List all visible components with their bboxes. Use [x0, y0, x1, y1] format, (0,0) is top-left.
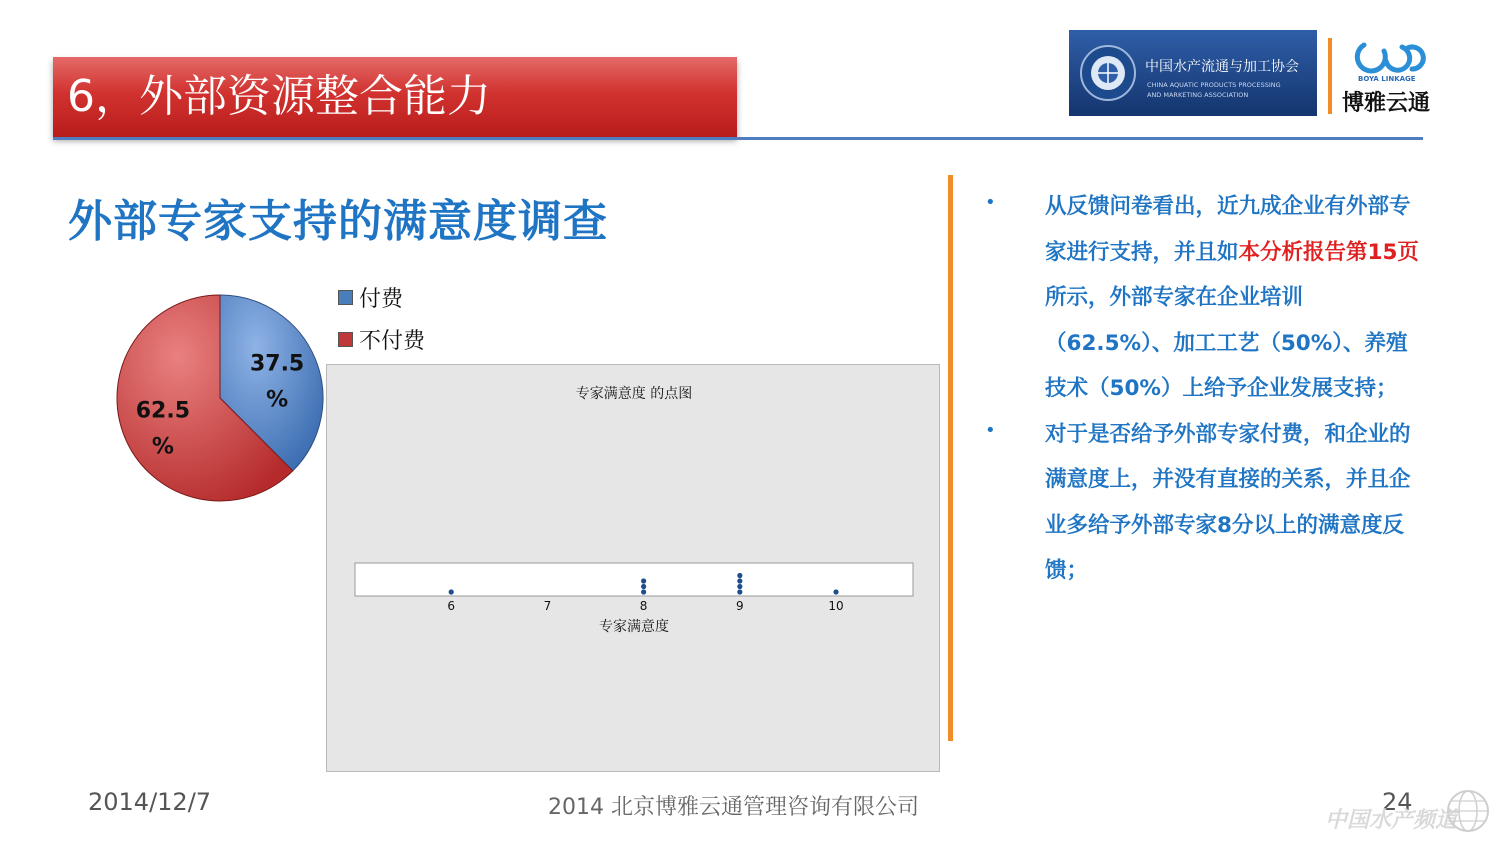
dotplot-point: [737, 589, 742, 594]
dotplot-tick-label: 7: [543, 599, 552, 613]
dotplot-chart: [327, 365, 941, 773]
bullet-marker: •: [985, 192, 996, 213]
header-rule: [53, 137, 1423, 140]
bullet-item: [985, 412, 1425, 594]
legend-item-paid: [338, 276, 425, 318]
association-seal-icon: [1079, 44, 1137, 102]
dotplot-x-axis: [447, 599, 843, 613]
dotplot-point: [641, 589, 646, 594]
boya-logo-cn: 博雅云通: [1342, 91, 1431, 116]
dotplot-point: [641, 578, 646, 583]
legend-label-unpaid: 不付费: [359, 328, 426, 354]
legend-swatch-unpaid: [338, 332, 353, 347]
pie-label-paid: 37.5: [249, 351, 305, 377]
dotplot-plot-area: [355, 563, 913, 596]
dotplot-title: 专家满意度 的点图: [575, 386, 693, 402]
footer-date: 2014/12/7: [88, 788, 212, 816]
pie-chart: [110, 288, 330, 508]
dotplot-tick-label: 8: [639, 599, 648, 613]
logo-divider: [1328, 38, 1332, 114]
bullet-text-part: 所示，外部专家在企业培训（62.5%）、加工工艺（50%）、养殖技术（50%）上给予企业发展支持；: [1045, 285, 1408, 401]
dotplot-x-label: 专家满意度: [599, 619, 669, 635]
legend-label-paid: 付费: [359, 286, 404, 312]
bullet-text-part: 对于是否给予外部专家付费，和企业的满意度上，并没有直接的关系，并且企业多给予外部专家8分以上的满意度反馈；: [1045, 421, 1411, 583]
dotplot-panel: [326, 364, 940, 772]
legend-item-unpaid: [338, 318, 425, 360]
association-logo: [1069, 30, 1317, 116]
boya-logo-en: BOYA LINKAGE: [1358, 75, 1416, 83]
bullet-list: [985, 184, 1425, 594]
dotplot-point: [737, 573, 742, 578]
pie-label-unpaid: 62.5: [135, 398, 191, 424]
bullet-text-part: 从反馈问卷看出，近九成企业有外部专家进行支持，并且如: [1045, 194, 1411, 265]
section-title: 外部专家支持的满意度调查: [68, 196, 608, 247]
slide-title: 6，外部资源整合能力: [53, 57, 737, 137]
pie-label-paid-unit: %: [266, 387, 289, 413]
association-name-en: CHINA AQUATIC PRODUCTS PROCESSING AND MARKETING ASSOCIATION: [1147, 81, 1281, 99]
bullet-item: [985, 184, 1425, 412]
column-divider: [948, 175, 953, 741]
legend-swatch-paid: [338, 290, 353, 305]
bullet-text-highlight: 本分析报告第15页: [1238, 239, 1419, 265]
dotplot-tick-label: 10: [828, 599, 844, 613]
dotplot-point: [833, 589, 838, 594]
dotplot-point: [449, 589, 454, 594]
watermark-globe-icon: [1445, 788, 1491, 834]
dotplot-point: [641, 584, 646, 589]
association-name: 中国水产流通与加工协会: [1145, 59, 1299, 75]
bullet-text: [1045, 412, 1425, 594]
bullet-text: [1045, 184, 1425, 412]
bullet-marker: •: [985, 419, 996, 441]
page-number: 24: [1382, 788, 1413, 816]
pie-label-unpaid-unit: %: [151, 434, 174, 460]
watermark-text: 中国水产频道: [1325, 808, 1458, 833]
pie-legend: [338, 276, 425, 360]
dotplot-point: [737, 584, 742, 589]
dotplot-tick-label: 9: [736, 599, 744, 613]
dotplot-point: [737, 578, 742, 583]
footer-company: 2014 北京博雅云通管理咨询有限公司: [548, 795, 919, 820]
dotplot-tick-label: 6: [447, 599, 456, 613]
